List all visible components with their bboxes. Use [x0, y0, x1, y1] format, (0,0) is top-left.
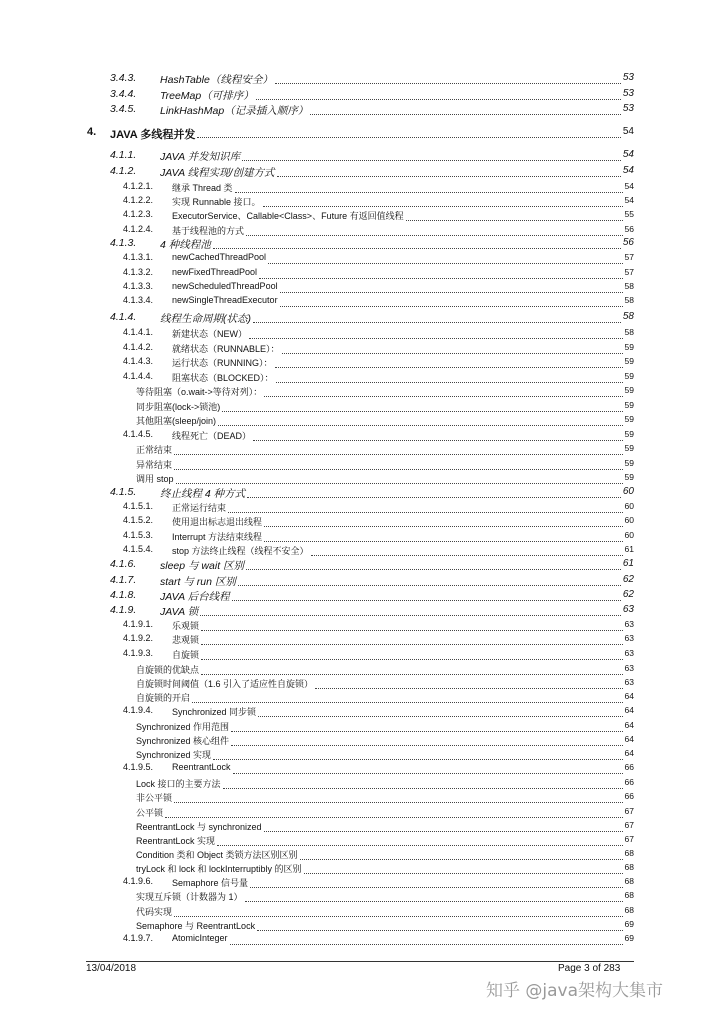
toc-entry-title: JAVA 并发知识库: [160, 151, 241, 163]
toc-dot-leader: [268, 263, 623, 264]
toc-entry-page: 58: [624, 295, 634, 305]
toc-dot-leader: [246, 235, 623, 236]
toc-entry-page: 68: [624, 862, 634, 872]
toc-dot-leader: [174, 802, 623, 803]
toc-dot-leader: [174, 469, 623, 470]
toc-dot-leader: [256, 99, 621, 100]
toc-entry-page: 54: [622, 165, 634, 176]
toc-entry-page: 60: [622, 486, 634, 497]
toc-entry[interactable]: [0, 103, 720, 117]
toc-dot-leader: [232, 600, 621, 601]
toc-entry-page: 69: [624, 933, 634, 943]
toc-entry-number: 4.1.2.1.: [123, 181, 154, 191]
toc-entry-number: 4.1.5.2.: [123, 515, 154, 525]
toc-entry-title: 同步阻塞(lock->锁池): [136, 402, 221, 412]
toc-entry-title: ExecutorService、Callable<Class>、Future 有返回值线程: [172, 211, 404, 221]
toc-entry-number: 4.1.4.2.: [123, 342, 154, 352]
toc-entry-title: tryLock 和 lock 和 lockInterruptibly 的区别: [136, 864, 302, 874]
toc-entry-title: newSingleThreadExecutor: [172, 295, 278, 305]
toc-entry-title: Synchronized 核心组件: [136, 736, 230, 746]
toc-entry-page: 64: [624, 705, 634, 715]
toc-entry-title: 自旋锁时间阈值（1.6 引入了适应性自旋锁）: [136, 679, 314, 689]
toc-entry-title: 公平锁: [136, 808, 164, 818]
toc-entry-title: 乐观锁: [172, 621, 200, 631]
toc-entry-page: 60: [624, 530, 634, 540]
watermark: 知乎 @java架构大集市: [486, 981, 664, 1001]
toc-dot-leader: [245, 901, 623, 902]
toc-dot-leader: [276, 382, 623, 383]
toc-entry-number: 4.1.3.3.: [123, 281, 154, 291]
toc-entry-title: Condition 类和 Object 类锁方法区别区别: [136, 850, 298, 860]
toc-dot-leader: [228, 512, 623, 513]
toc-entry[interactable]: [0, 311, 720, 325]
toc-entry[interactable]: [0, 342, 720, 356]
toc-entry-title: Interrupt 方法结束线程: [172, 532, 263, 542]
toc-entry-page: 53: [622, 103, 634, 114]
toc-entry-title: 阻塞状态（BLOCKED）：: [172, 373, 274, 383]
toc-dot-leader: [280, 306, 623, 307]
toc-entry-number: 4.1.9.3.: [123, 648, 154, 658]
toc-entry-number: 4.1.4.1.: [123, 327, 154, 337]
toc-dot-leader: [174, 454, 623, 455]
toc-entry-title: 基于线程池的方式: [172, 226, 245, 236]
toc-entry-title: JAVA 后台线程: [160, 591, 230, 603]
toc-entry[interactable]: [0, 443, 720, 457]
toc-entry-title: JAVA 锁: [160, 606, 199, 618]
toc-entry[interactable]: [0, 458, 720, 472]
toc-entry[interactable]: [0, 691, 720, 705]
toc-entry-number: 4.1.7.: [110, 574, 137, 586]
toc-entry[interactable]: [0, 806, 720, 820]
toc-entry-page: 63: [624, 619, 634, 629]
toc-entry-page: 68: [624, 890, 634, 900]
toc-dot-leader: [201, 674, 623, 675]
toc-dot-leader: [304, 873, 623, 874]
toc-entry-title: Synchronized 作用范围: [136, 722, 230, 732]
toc-entry-number: 3.4.3.: [110, 72, 137, 84]
toc-entry[interactable]: [0, 558, 720, 572]
toc-dot-leader: [217, 845, 623, 846]
footer-page-number: Page 3 of 283: [558, 963, 621, 974]
toc-entry-title: 使用退出标志退出线程: [172, 517, 263, 527]
toc-dot-leader: [238, 585, 621, 586]
toc-entry-number: 3.4.5.: [110, 103, 137, 115]
toc-entry-title: TreeMap（可排序）: [160, 90, 254, 102]
toc-entry[interactable]: [0, 905, 720, 919]
toc-entry[interactable]: [0, 165, 720, 179]
toc-entry-title: newScheduledThreadPool: [172, 281, 278, 291]
toc-entry-title: LinkHashMap（记录插入顺序）: [160, 105, 309, 117]
footer-date: 13/04/2018: [86, 963, 137, 974]
toc-dot-leader: [275, 83, 621, 84]
toc-entry[interactable]: [0, 181, 720, 195]
toc-dot-leader: [275, 367, 623, 368]
toc-entry[interactable]: [0, 791, 720, 805]
toc-entry[interactable]: [0, 604, 720, 618]
toc-entry-number: 4.1.4.3.: [123, 356, 154, 366]
toc-entry-title: 4 种线程池: [160, 239, 211, 251]
toc-entry-title: newCachedThreadPool: [172, 252, 267, 262]
toc-entry[interactable]: [0, 574, 720, 588]
toc-dot-leader: [165, 817, 623, 818]
toc-entry-title: start 与 run 区别: [160, 576, 236, 588]
toc-entry[interactable]: [0, 501, 720, 515]
toc-entry-page: 61: [624, 544, 634, 554]
toc-entry-page: 62: [622, 589, 634, 600]
toc-entry[interactable]: [0, 414, 720, 428]
toc-entry-page: 53: [622, 72, 634, 83]
toc-entry[interactable]: [0, 371, 720, 385]
toc-entry-title: 终止线程 4 种方式: [160, 488, 246, 500]
toc-entry[interactable]: [0, 748, 720, 762]
toc-entry-number: 3.4.4.: [110, 88, 137, 100]
toc-entry-number: 4.1.9.1.: [123, 619, 154, 629]
toc-entry-title: 代码实现: [136, 907, 173, 917]
toc-dot-leader: [264, 396, 623, 397]
toc-entry-title: 异常结束: [136, 460, 173, 470]
toc-dot-leader: [233, 773, 623, 774]
toc-entry[interactable]: [0, 619, 720, 633]
toc-entry-page: 59: [624, 443, 634, 453]
toc-entry-number: 4.1.9.: [110, 604, 137, 616]
toc-entry-number: 4.: [87, 126, 97, 138]
toc-entry-title: 悲观锁: [172, 635, 200, 645]
toc-entry-page: 59: [624, 458, 634, 468]
toc-entry[interactable]: [0, 648, 720, 662]
toc-entry[interactable]: [0, 705, 720, 719]
toc-entry-number: 4.1.6.: [110, 558, 137, 570]
toc-dot-leader: [213, 248, 621, 249]
toc-entry[interactable]: [0, 72, 720, 86]
toc-entry-title: 正常运行结束: [172, 503, 227, 513]
toc-entry-page: 59: [624, 385, 634, 395]
toc-entry-page: 59: [624, 429, 634, 439]
toc-entry[interactable]: [0, 677, 720, 691]
toc-entry-page: 67: [624, 820, 634, 830]
toc-entry-page: 59: [624, 414, 634, 424]
toc-dot-leader: [264, 541, 623, 542]
toc-entry-page: 66: [624, 762, 634, 772]
toc-entry-number: 4.1.5.3.: [123, 530, 154, 540]
toc-entry-title: HashTable（线程安全）: [160, 74, 273, 86]
toc-dot-leader: [311, 555, 623, 556]
toc-entry[interactable]: [0, 820, 720, 834]
toc-entry-title: 就绪状态（RUNNABLE）：: [172, 344, 280, 354]
toc-entry-title: 继承 Thread 类: [172, 183, 233, 193]
toc-entry-title: 自旋锁: [172, 650, 200, 660]
toc-entry-title: Lock 接口的主要方法: [136, 779, 221, 789]
toc-dot-leader: [222, 411, 623, 412]
toc-entry[interactable]: [0, 834, 720, 848]
toc-dot-leader: [282, 353, 623, 354]
toc-dot-leader: [246, 569, 621, 570]
toc-entry-page: 59: [624, 400, 634, 410]
toc-dot-leader: [253, 440, 623, 441]
toc-entry-title: Semaphore 信号量: [172, 878, 249, 888]
toc-entry-page: 56: [622, 237, 634, 248]
toc-entry-number: 4.1.4.5.: [123, 429, 154, 439]
toc-entry-title: ReentrantLock 与 synchronized: [136, 822, 262, 832]
toc-entry-page: 59: [624, 342, 634, 352]
toc-entry[interactable]: [0, 400, 720, 414]
toc-entry-title: 正常结束: [136, 445, 173, 455]
toc-entry[interactable]: [0, 933, 720, 947]
toc-entry-page: 54: [622, 149, 634, 160]
toc-entry-title: 新建状态（NEW）: [172, 329, 247, 339]
toc-entry[interactable]: [0, 385, 720, 399]
toc-entry[interactable]: [0, 195, 720, 209]
toc-entry-page: 53: [622, 88, 634, 99]
toc-entry[interactable]: [0, 919, 720, 933]
toc-entry[interactable]: [0, 734, 720, 748]
toc-dot-leader: [258, 716, 623, 717]
toc-entry-title: 其他阻塞(sleep/join): [136, 416, 217, 426]
toc-dot-leader: [253, 322, 621, 323]
toc-dot-leader: [315, 688, 623, 689]
toc-entry-page: 64: [624, 734, 634, 744]
toc-entry[interactable]: [0, 252, 720, 266]
toc-entry-page: 59: [624, 371, 634, 381]
toc-entry-number: 4.1.4.4.: [123, 371, 154, 381]
toc-entry[interactable]: [0, 224, 720, 238]
toc-dot-leader: [300, 859, 623, 860]
toc-entry-number: 4.1.2.: [110, 165, 137, 177]
toc-entry-number: 4.1.9.2.: [123, 633, 154, 643]
toc-entry-number: 4.1.1.: [110, 149, 137, 161]
toc-dot-leader: [257, 930, 623, 931]
toc-dot-leader: [247, 497, 621, 498]
toc-entry-page: 63: [624, 677, 634, 687]
toc-entry[interactable]: [0, 530, 720, 544]
toc-dot-leader: [218, 425, 623, 426]
toc-entry[interactable]: [0, 88, 720, 102]
toc-entry[interactable]: [0, 486, 720, 500]
toc-entry[interactable]: [0, 149, 720, 163]
toc-dot-leader: [249, 338, 623, 339]
toc-entry-number: 4.1.3.: [110, 237, 137, 249]
toc-entry-page: 57: [624, 267, 634, 277]
toc-dot-leader: [263, 206, 623, 207]
toc-entry[interactable]: [0, 663, 720, 677]
toc-dot-leader: [235, 192, 623, 193]
toc-entry-title: 非公平锁: [136, 793, 173, 803]
toc-dot-leader: [231, 745, 623, 746]
toc-entry-number: 4.1.2.3.: [123, 209, 154, 219]
toc-dot-leader: [201, 659, 623, 660]
toc-entry-page: 63: [624, 633, 634, 643]
footer-divider: [86, 961, 634, 962]
toc-entry-page: 57: [624, 252, 634, 262]
toc-entry-title: Synchronized 同步锁: [172, 707, 257, 717]
toc-entry-title: ReentrantLock 实现: [136, 836, 216, 846]
toc-entry-page: 64: [624, 691, 634, 701]
toc-entry-number: 4.1.3.1.: [123, 252, 154, 262]
toc-entry[interactable]: [0, 890, 720, 904]
toc-entry[interactable]: [0, 126, 720, 140]
toc-dot-leader: [310, 114, 621, 115]
toc-entry-number: 4.1.2.4.: [123, 224, 154, 234]
toc-entry-page: 54: [622, 126, 634, 137]
toc-entry[interactable]: [0, 762, 720, 776]
toc-entry-title: 运行状态（RUNNING）：: [172, 358, 273, 368]
toc-entry-page: 68: [624, 905, 634, 915]
toc-entry-title: newFixedThreadPool: [172, 267, 258, 277]
toc-entry-number: 4.1.9.7.: [123, 933, 154, 943]
toc-entry-page: 59: [624, 472, 634, 482]
toc-dot-leader: [200, 615, 621, 616]
toc-entry-page: 55: [624, 209, 634, 219]
toc-entry-title: Synchronized 实现: [136, 750, 212, 760]
toc-entry-title: 线程死亡（DEAD）: [172, 431, 252, 441]
toc-entry-page: 58: [624, 327, 634, 337]
toc-entry[interactable]: [0, 848, 720, 862]
toc-dot-leader: [277, 176, 621, 177]
toc-entry-page: 64: [624, 720, 634, 730]
toc-dot-leader: [280, 292, 623, 293]
toc-entry[interactable]: [0, 429, 720, 443]
toc-entry-title: 调用 stop: [136, 474, 174, 484]
toc-entry-page: 60: [624, 515, 634, 525]
toc-entry-page: 60: [624, 501, 634, 511]
toc-dot-leader: [259, 278, 623, 279]
toc-entry[interactable]: [0, 862, 720, 876]
toc-entry[interactable]: [0, 633, 720, 647]
toc-entry-number: 4.1.3.2.: [123, 267, 154, 277]
toc-dot-leader: [264, 526, 623, 527]
toc-entry-title: JAVA 线程实现/创建方式: [160, 167, 275, 179]
toc-entry[interactable]: [0, 267, 720, 281]
toc-dot-leader: [201, 644, 623, 645]
toc-entry-page: 58: [622, 311, 634, 322]
toc-dot-leader: [264, 831, 623, 832]
toc-entry-number: 4.1.9.5.: [123, 762, 154, 772]
toc-dot-leader: [242, 160, 621, 161]
toc-entry-title: ReentrantLock: [172, 762, 231, 772]
toc-entry-page: 62: [622, 574, 634, 585]
toc-entry-number: 4.1.4.: [110, 311, 137, 323]
toc-entry-number: 4.1.9.6.: [123, 876, 154, 886]
toc-dot-leader: [176, 483, 623, 484]
toc-entry[interactable]: [0, 281, 720, 295]
toc-dot-leader: [192, 702, 623, 703]
toc-dot-leader: [250, 887, 623, 888]
toc-entry-title: 自旋锁的优缺点: [136, 665, 200, 675]
toc-entry[interactable]: [0, 876, 720, 890]
toc-entry[interactable]: [0, 237, 720, 251]
toc-dot-leader: [197, 137, 621, 138]
toc-entry-title: Semaphore 与 ReentrantLock: [136, 921, 256, 931]
toc-entry-page: 67: [624, 806, 634, 816]
toc-entry[interactable]: [0, 472, 720, 486]
toc-dot-leader: [174, 916, 623, 917]
toc-dot-leader: [231, 731, 623, 732]
toc-entry-page: 68: [624, 848, 634, 858]
toc-entry-title: 等待阻塞（o.wait->等待对列）：: [136, 387, 263, 397]
toc-entry-number: 4.1.9.4.: [123, 705, 154, 715]
toc-dot-leader: [223, 788, 623, 789]
toc-entry-number: 4.1.3.4.: [123, 295, 154, 305]
toc-entry-title: 实现互斥锁（计数器为 1）: [136, 892, 243, 902]
toc-entry-title: 自旋锁的开启: [136, 693, 191, 703]
toc-entry-page: 63: [624, 648, 634, 658]
toc-entry-title: AtomicInteger: [172, 933, 228, 943]
toc-entry-page: 69: [624, 919, 634, 929]
toc-entry-title: 线程生命周期(状态): [160, 313, 251, 325]
toc-entry-page: 66: [624, 777, 634, 787]
toc-entry-title: sleep 与 wait 区别: [160, 560, 245, 572]
toc-entry-page: 54: [624, 195, 634, 205]
toc-entry-page: 68: [624, 876, 634, 886]
toc-entry[interactable]: [0, 295, 720, 309]
toc-entry-title: stop 方法终止线程（线程不安全）: [172, 546, 309, 556]
toc-dot-leader: [230, 944, 623, 945]
toc-entry[interactable]: [0, 327, 720, 341]
toc-entry-page: 63: [624, 663, 634, 673]
toc-entry-number: 4.1.2.2.: [123, 195, 154, 205]
toc-entry-page: 59: [624, 356, 634, 366]
toc-entry-page: 67: [624, 834, 634, 844]
toc-entry-title: JAVA 多线程并发: [110, 129, 196, 141]
toc-entry[interactable]: [0, 720, 720, 734]
toc-entry-page: 66: [624, 791, 634, 801]
toc-entry[interactable]: [0, 589, 720, 603]
toc-dot-leader: [406, 220, 623, 221]
toc-entry-page: 64: [624, 748, 634, 758]
toc-entry-title: 实现 Runnable 接口。: [172, 197, 261, 207]
toc-entry-page: 56: [624, 224, 634, 234]
toc-entry-number: 4.1.5.4.: [123, 544, 154, 554]
toc-entry-page: 63: [622, 604, 634, 615]
toc-dot-leader: [213, 759, 623, 760]
toc-dot-leader: [201, 630, 623, 631]
toc-entry[interactable]: [0, 777, 720, 791]
toc-entry-page: 54: [624, 181, 634, 191]
toc-entry-number: 4.1.5.: [110, 486, 137, 498]
toc-entry-number: 4.1.5.1.: [123, 501, 154, 511]
toc-entry[interactable]: [0, 515, 720, 529]
toc-entry-page: 61: [622, 558, 634, 569]
toc-entry[interactable]: [0, 356, 720, 370]
toc-entry[interactable]: [0, 209, 720, 223]
toc-entry-number: 4.1.8.: [110, 589, 137, 601]
toc-entry[interactable]: [0, 544, 720, 558]
toc-entry-page: 58: [624, 281, 634, 291]
